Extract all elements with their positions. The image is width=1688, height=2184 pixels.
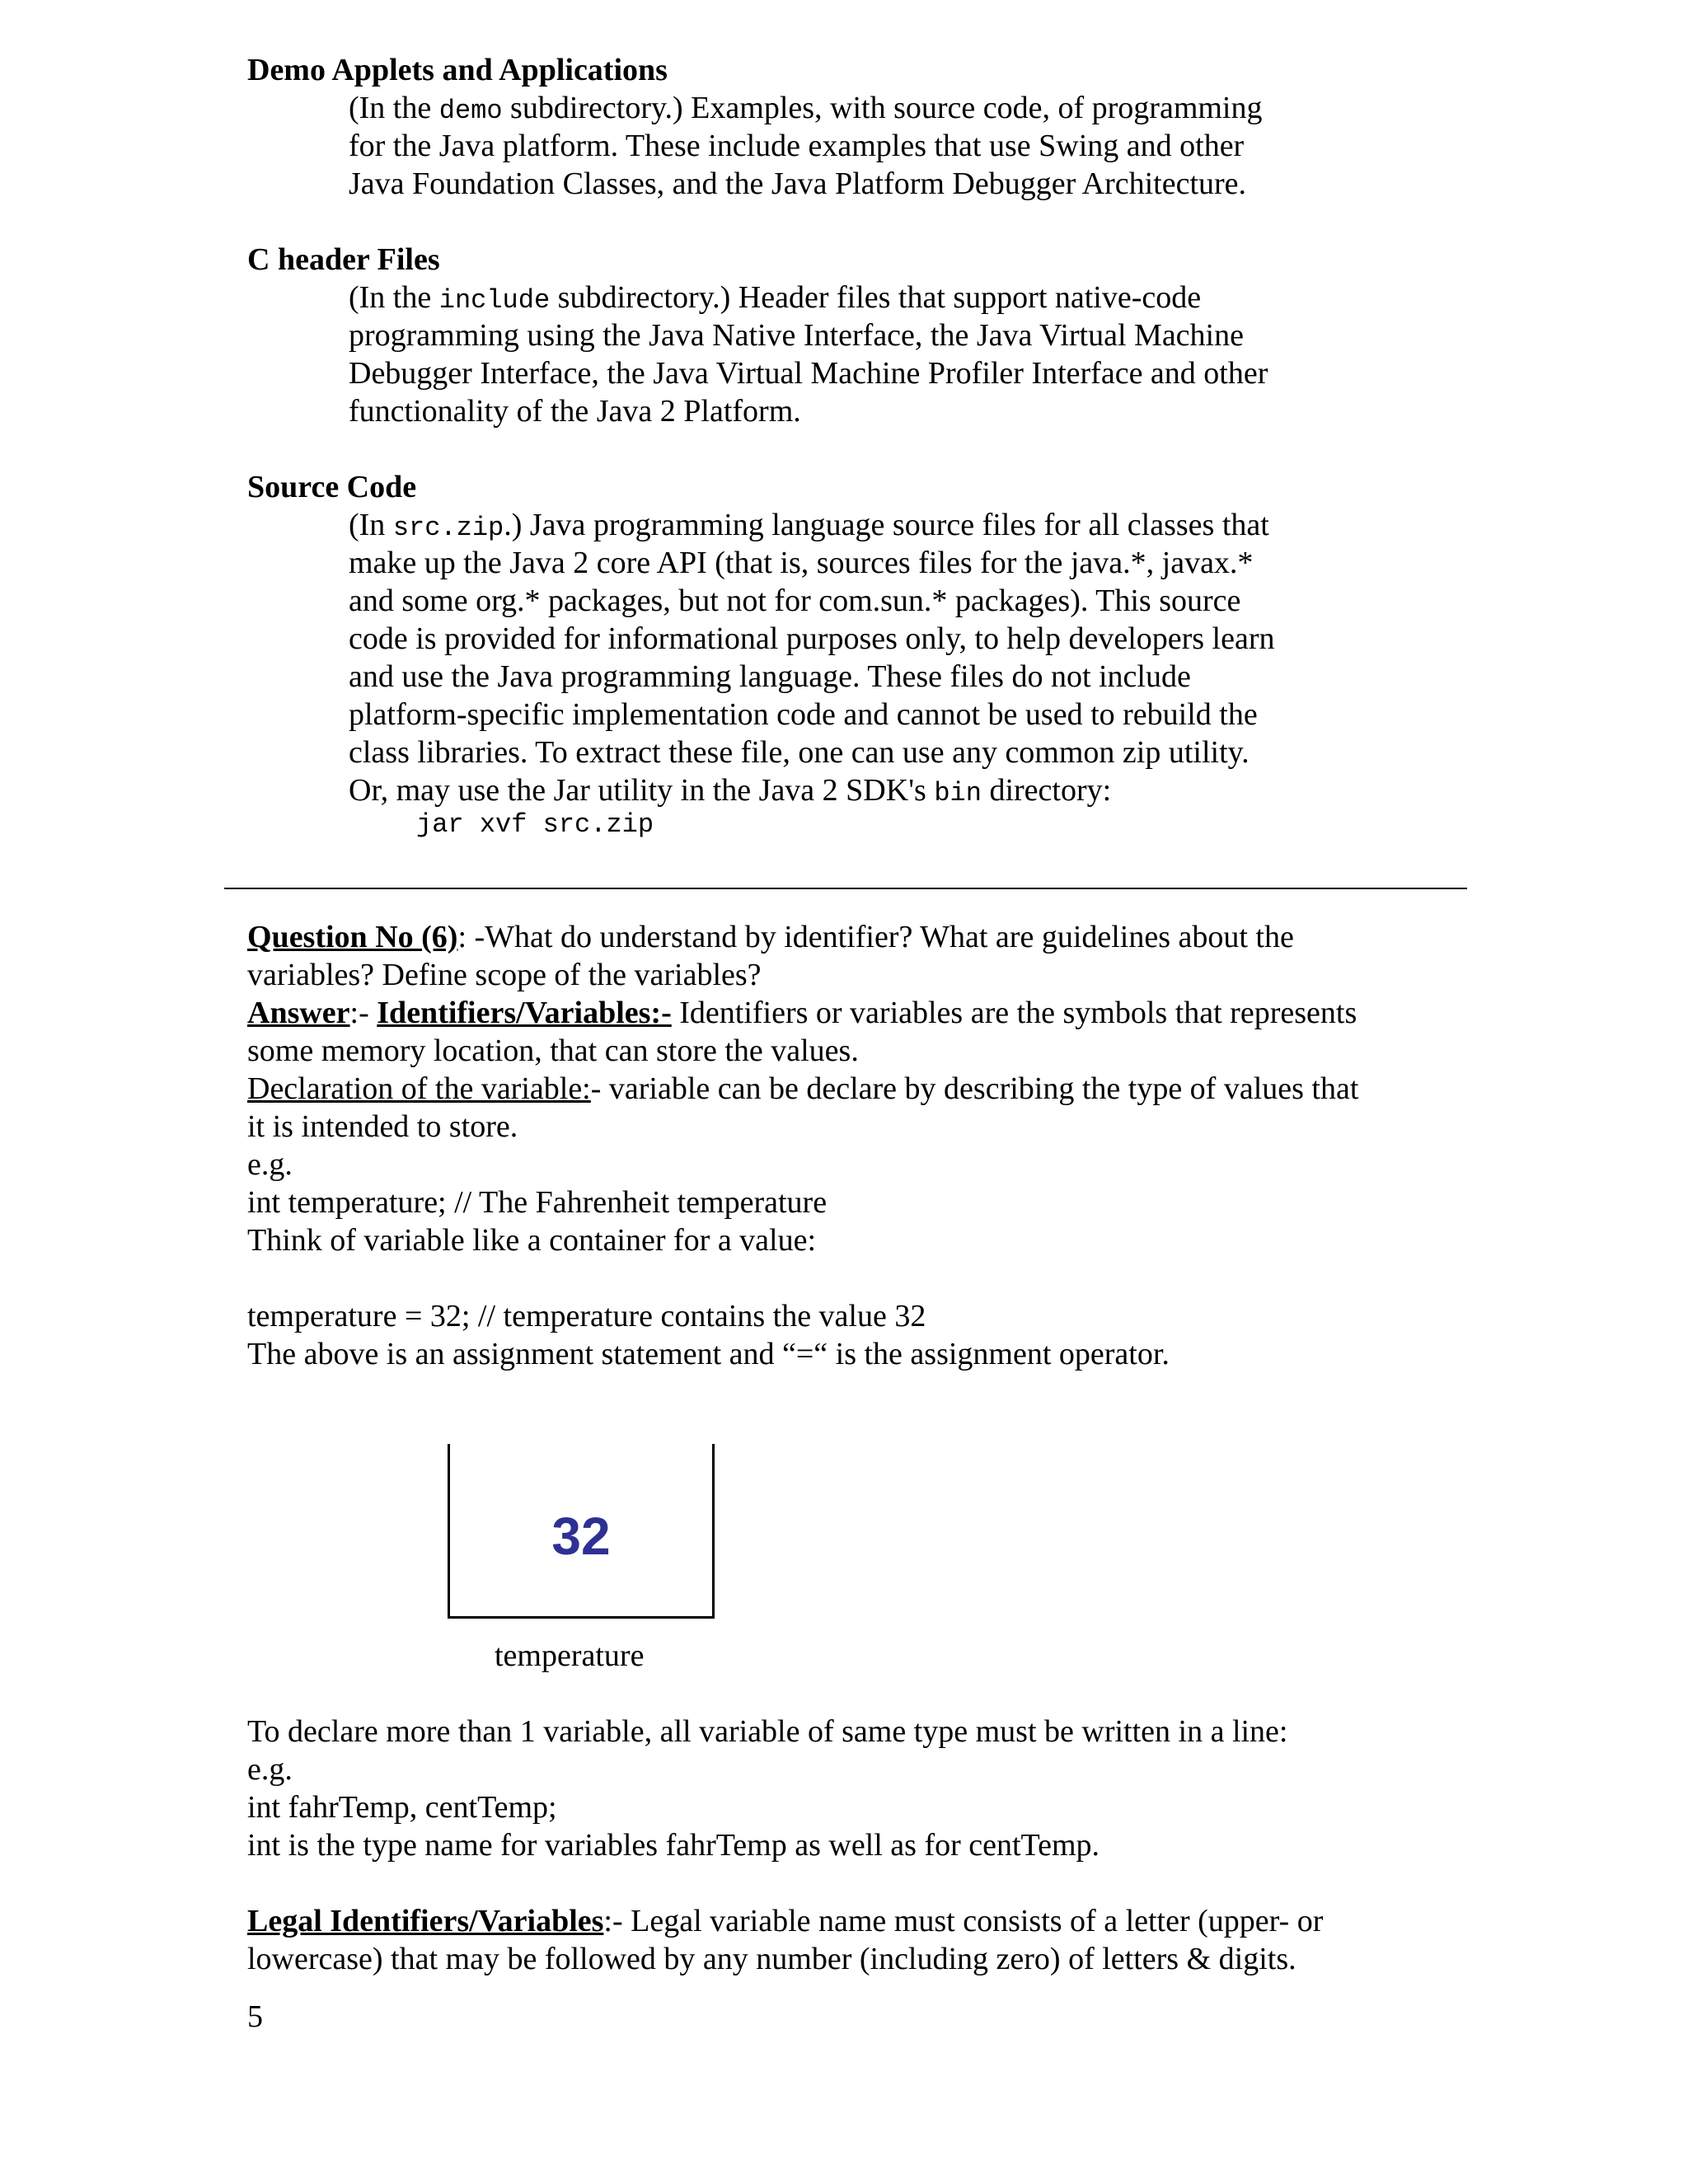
container-analogy: Think of variable like a container for a value: — [247, 1223, 817, 1258]
source-code-section-title: Source Code — [247, 470, 417, 504]
container-caption: temperature — [495, 1638, 645, 1673]
type-name-note: int is the type name for variables fahrTemp as well as for centTemp. — [247, 1828, 1100, 1863]
demo-code: demo — [438, 96, 503, 126]
source-code-line-1: (In src.zip.) Java programming language source files for all classes that — [349, 508, 1269, 543]
source-code-line-7: class libraries. To extract these file, one can use any common zip utility. — [349, 735, 1250, 770]
source-code-line-5: and use the Java programming language. These files do not include — [349, 659, 1191, 694]
source-code-line-3: and some org.* packages, but not for com.sun.* packages). This source — [349, 583, 1241, 618]
identifiers-term: Identifiers/Variables:- — [377, 996, 672, 1030]
source-code-line-8: Or, may use the Jar utility in the Java 2 SDK's bin directory: — [349, 773, 1112, 808]
demo-line-2: for the Java platform. These include examples that use Swing and other — [349, 129, 1245, 163]
multi-declare-line: To declare more than 1 variable, all variable of same type must be written in a line: — [247, 1714, 1288, 1749]
jar-command: jar xvf src.zip — [416, 809, 654, 840]
demo-line-1: (In the demo subdirectory.) Examples, with source code, of programming — [349, 91, 1263, 126]
source-code-line-6: platform-specific implementation code and cannot be used to rebuild the — [349, 697, 1258, 732]
question-line-1: Question No (6): -What do understand by identifier? What are guidelines about the — [247, 920, 1294, 954]
example-label-2: e.g. — [247, 1752, 293, 1787]
demo-section-title: Demo Applets and Applications — [247, 53, 668, 87]
header-files-line-1: (In the include subdirectory.) Header files that support native-code — [349, 280, 1202, 316]
demo-line-3: Java Foundation Classes, and the Java Platform Debugger Architecture. — [349, 166, 1247, 201]
container-value: 32 — [551, 1507, 611, 1566]
answer-label: Answer — [247, 996, 350, 1030]
header-files-line-4: functionality of the Java 2 Platform. — [349, 394, 801, 429]
include-code: include — [438, 285, 551, 316]
question-label: Question No (6) — [247, 920, 458, 954]
source-code-line-2: make up the Java 2 core API (that is, sources files for the java.*, javax.* — [349, 546, 1254, 580]
declaration-line-2: it is intended to store. — [247, 1109, 518, 1144]
container-bottom — [448, 1616, 715, 1619]
legal-identifiers-label: Legal Identifiers/Variables — [247, 1904, 604, 1938]
header-files-line-3: Debugger Interface, the Java Virtual Machine Profiler Interface and other — [349, 356, 1268, 391]
assignment-note: The above is an assignment statement and “=“ is the assignment operator. — [247, 1337, 1170, 1371]
code-example-2: int fahrTemp, centTemp; — [247, 1790, 557, 1825]
legal-identifiers-line-2: lowercase) that may be followed by any number (including zero) of letters & digits. — [247, 1942, 1296, 1976]
declaration-label: Declaration of the variable: — [247, 1071, 591, 1106]
question-line-2: variables? Define scope of the variables? — [247, 958, 762, 992]
section-divider — [224, 888, 1467, 889]
source-code-line-4: code is provided for informational purposes only, to help developers learn — [349, 621, 1275, 656]
example-label-1: e.g. — [247, 1147, 293, 1182]
code-example-1: int temperature; // The Fahrenheit temperature — [247, 1185, 828, 1220]
src-zip-code: src.zip — [392, 513, 504, 543]
bin-code: bin — [934, 778, 982, 808]
legal-identifiers-line-1: Legal Identifiers/Variables:- Legal variable name must consists of a letter (upper- or — [247, 1904, 1324, 1938]
header-files-line-2: programming using the Java Native Interface, the Java Virtual Machine — [349, 318, 1244, 353]
answer-line-2: some memory location, that can store the values. — [247, 1033, 859, 1068]
header-files-section-title: C header Files — [247, 242, 440, 277]
assignment-example: temperature = 32; // temperature contains the value 32 — [247, 1299, 926, 1333]
declaration-line-1: Declaration of the variable:- variable can be declare by describing the type of values that — [247, 1071, 1359, 1106]
answer-line-1: Answer:- Identifiers/Variables:- Identifiers or variables are the symbols that represents — [247, 996, 1357, 1030]
page-number: 5 — [247, 1999, 263, 2034]
